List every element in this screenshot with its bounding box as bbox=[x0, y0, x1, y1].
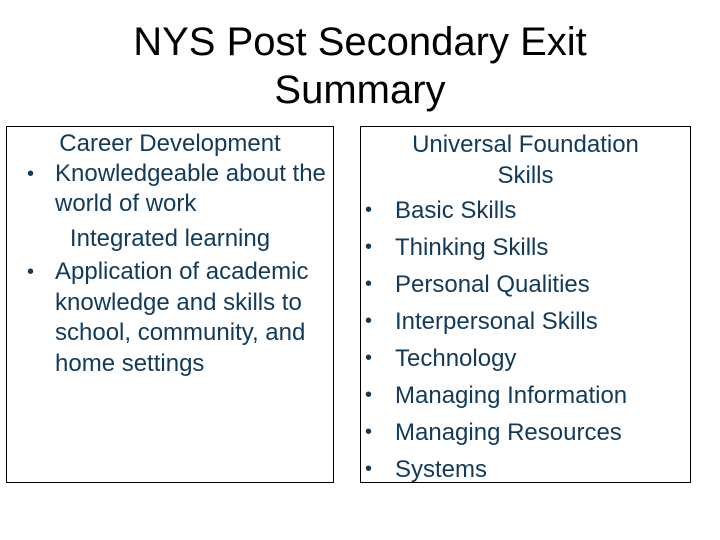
list-item bbox=[7, 159, 333, 219]
universal-foundation-heading: Universal Foundation Skills bbox=[412, 131, 639, 189]
list-item bbox=[361, 451, 690, 488]
universal-foundation-skills-box bbox=[360, 126, 691, 483]
bullet-icon: • bbox=[365, 421, 373, 443]
skills-list bbox=[361, 192, 690, 488]
bullet-icon: • bbox=[365, 384, 373, 406]
list-item-text: Systems bbox=[395, 456, 488, 483]
bullet-icon: • bbox=[365, 458, 373, 480]
list-item-text: Personal Qualities bbox=[395, 271, 590, 298]
list-item-text: Thinking Skills bbox=[395, 234, 549, 261]
list-item bbox=[361, 303, 690, 340]
career-development-box bbox=[6, 126, 334, 483]
list-item-text: Managing Information bbox=[395, 382, 628, 409]
list-item bbox=[7, 257, 333, 379]
bullet-icon: • bbox=[365, 199, 373, 221]
list-item-text: Technology bbox=[395, 345, 517, 372]
bullet-icon: • bbox=[365, 310, 373, 332]
bullet-icon: • bbox=[365, 273, 373, 295]
bullet-icon: • bbox=[365, 347, 373, 369]
list-item bbox=[361, 377, 690, 414]
bullet-icon: • bbox=[27, 261, 35, 283]
career-development-heading: Career Development bbox=[59, 130, 281, 157]
bullet-icon: • bbox=[27, 163, 35, 185]
integrated-learning-heading: Integrated learning bbox=[69, 225, 271, 252]
list-item-text: Knowledgeable about the world of work bbox=[55, 160, 326, 217]
list-item-text: Application of academic knowledge and skills to school, community, and home settings bbox=[55, 258, 309, 377]
bullet-icon: • bbox=[365, 236, 373, 258]
list-item bbox=[361, 229, 690, 266]
list-item-text: Interpersonal Skills bbox=[395, 308, 598, 335]
list-item-text: Managing Resources bbox=[395, 419, 622, 446]
slide-title: NYS Post Secondary Exit Summary bbox=[133, 20, 587, 112]
list-item bbox=[361, 340, 690, 377]
career-development-list bbox=[7, 159, 333, 219]
list-item bbox=[361, 414, 690, 451]
integrated-learning-list bbox=[7, 257, 333, 379]
list-item bbox=[361, 266, 690, 303]
list-item-text: Basic Skills bbox=[395, 197, 517, 224]
list-item bbox=[361, 192, 690, 229]
